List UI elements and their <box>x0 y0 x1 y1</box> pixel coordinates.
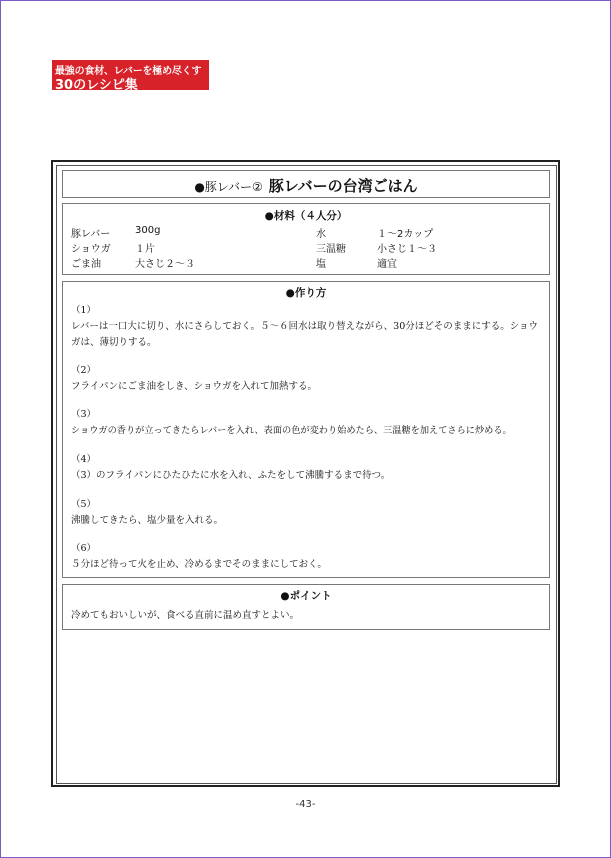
step-item <box>71 452 543 484</box>
series-badge <box>52 60 209 93</box>
recipe-number: ●豚レバー② <box>194 180 263 194</box>
point-heading: ●ポイント <box>280 590 332 602</box>
ingredient-name: 三温糖 <box>316 244 346 255</box>
ingredient-name: 豚レバー <box>71 229 111 240</box>
step-number: （5） <box>71 499 97 510</box>
point-text: 冷めてもおいしいが、食べる直前に温め直すとよい。 <box>71 610 300 621</box>
steps-heading: ●作り方 <box>285 287 327 299</box>
badge-title: 30のレシピ集 <box>55 78 138 93</box>
steps-section <box>62 281 550 578</box>
step-item <box>71 541 543 573</box>
step-item <box>71 303 543 351</box>
ingredient-amount: 300g <box>135 225 161 236</box>
ingredient-amount: 大さじ２～３ <box>135 259 195 270</box>
step-number: （4） <box>71 454 97 465</box>
ingredients-section <box>62 203 550 275</box>
badge-subtitle: 最強の食材、レバーを極め尽くす <box>55 66 202 77</box>
point-section <box>62 584 550 630</box>
step-number: （2） <box>71 365 97 376</box>
step-number: （6） <box>71 543 97 554</box>
ingredient-amount: １片 <box>135 244 155 255</box>
step-text: ５分ほど待って火を止め、冷めるまでそのままにしておく。 <box>71 559 327 570</box>
ingredient-amount: 適宜 <box>377 259 397 270</box>
step-text: （3）のフライパンにひたひたに水を入れ、ふたをして沸騰するまで待つ。 <box>71 470 391 481</box>
ingredient-amount: １～2カップ <box>377 229 434 240</box>
step-text: 沸騰してきたら、塩少量を入れる。 <box>71 515 224 526</box>
recipe-title <box>63 175 549 196</box>
step-text: ショウガの香りが立ってきたらレバーを入れ、表面の色が変わり始めたら、三温糖を加えてさらに炒める。 <box>71 425 512 436</box>
page-number: -43- <box>295 799 316 810</box>
recipe-name: 豚レバーの台湾ごはん <box>268 177 418 195</box>
step-item <box>71 497 543 529</box>
ingredient-name: ショウガ <box>71 244 111 255</box>
step-item <box>71 363 543 395</box>
ingredient-name: 塩 <box>316 259 326 270</box>
step-text: レバーは一口大に切り、水にさらしておく。５～６回水は取り替えながら、30分ほどそのままにする。ショウガは、薄切りする。 <box>71 321 539 348</box>
step-text: フライパンにごま油をしき、ショウガを入れて加熱する。 <box>71 381 317 392</box>
recipe-title-box <box>62 170 550 198</box>
step-number: （1） <box>71 305 97 316</box>
ingredient-name: ごま油 <box>71 259 101 270</box>
ingredient-amount: 小さじ１～３ <box>377 244 437 255</box>
ingredients-heading: ●材料（４人分） <box>264 210 348 222</box>
step-number: （3） <box>71 409 97 420</box>
ingredient-name: 水 <box>316 229 326 240</box>
step-item <box>71 407 543 439</box>
